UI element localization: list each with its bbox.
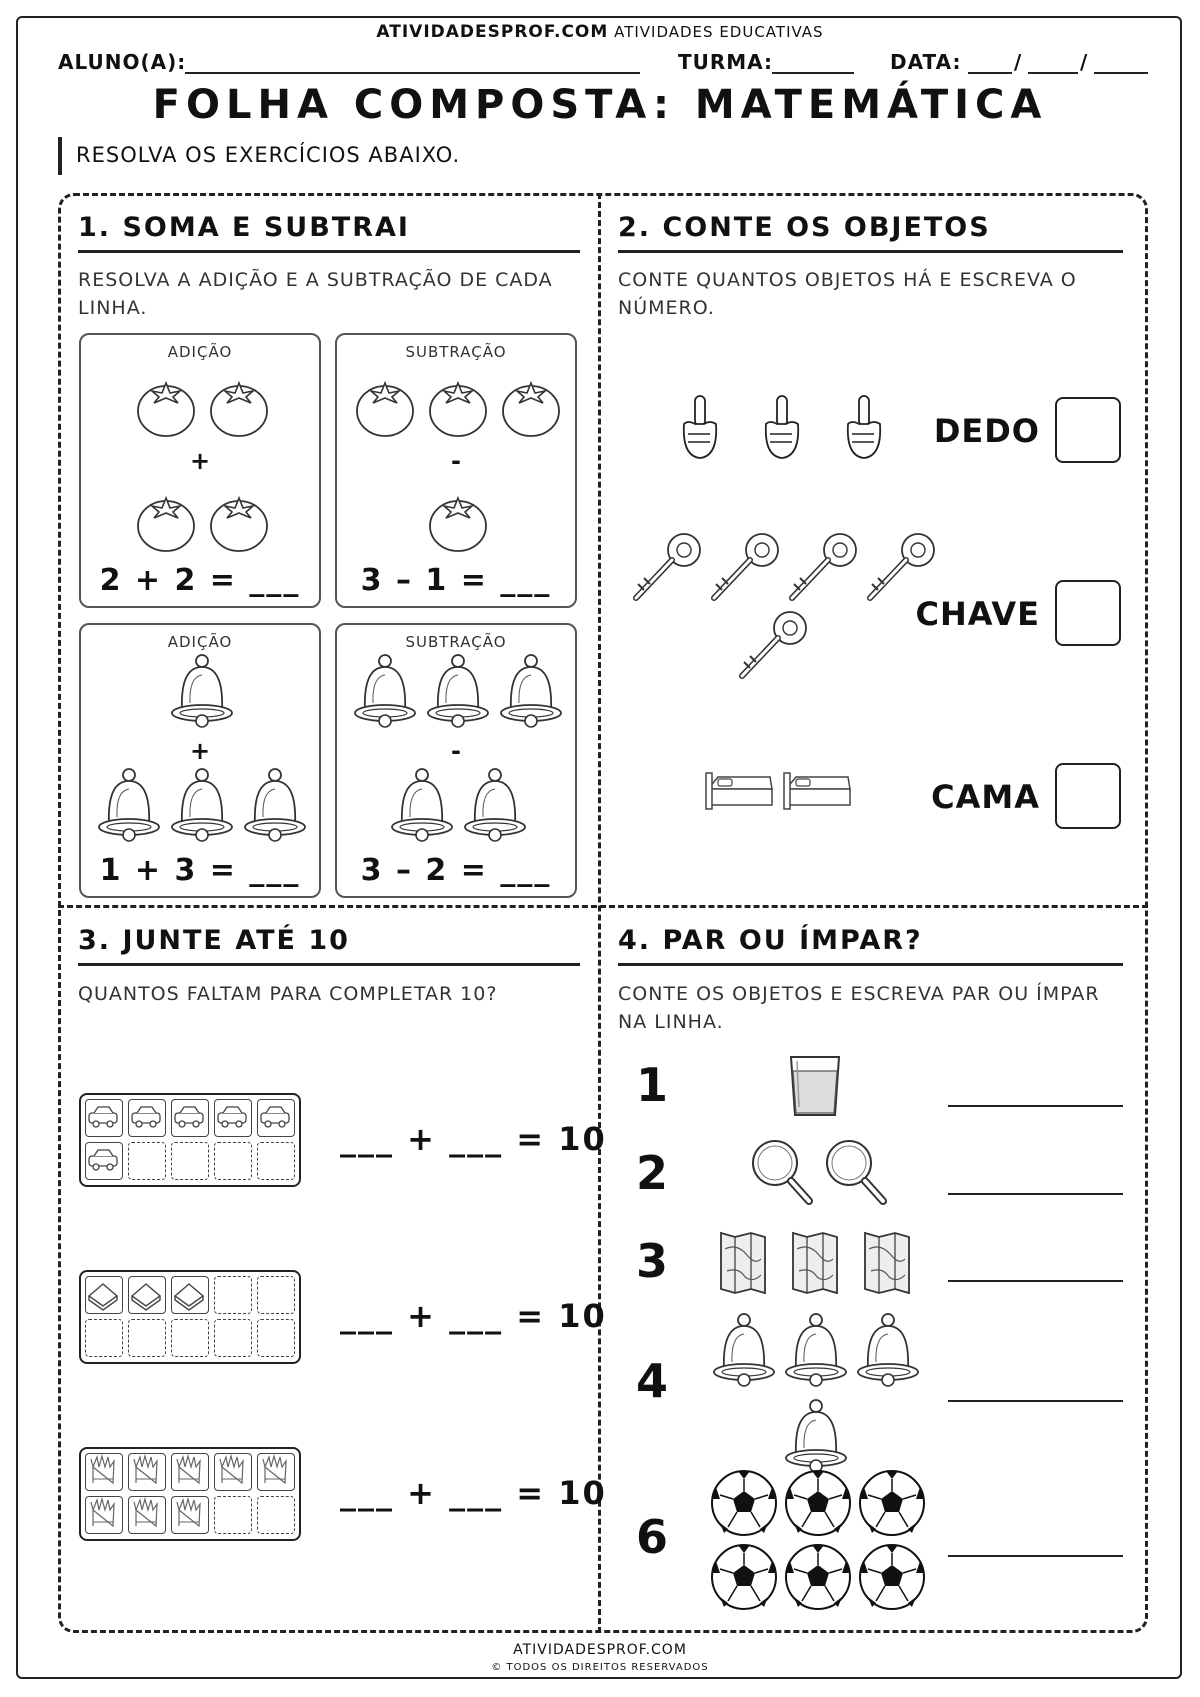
ten-frame-cell [214,1496,252,1534]
ten-frame-cell [171,1319,209,1357]
page-title: FOLHA COMPOSTA: MATEMÁTICA [152,82,1048,128]
card-label: SUBTRAÇÃO [405,633,507,651]
instruction: RESOLVA OS EXERCÍCIOS ABAIXO. [76,143,461,167]
ten-frame-cell [171,1453,209,1491]
ten-frame-cell [128,1142,166,1180]
section2-underline [618,250,1123,253]
par-number: 6 [636,1510,669,1564]
ten-frame-cell [128,1099,166,1137]
ten-frame-equation[interactable]: ___ + ___ = 10 [340,1474,607,1512]
par-number: 3 [636,1234,669,1288]
card-equation[interactable]: 1 + 3 = ___ [99,853,301,888]
vertical-divider [598,193,601,1633]
ten-frame-cell [85,1142,123,1180]
ten-frame-cell [128,1276,166,1314]
section4-desc: CONTE OS OBJETOS E ESCREVA PAR OU ÍMPAR NA LINHA. [618,983,1100,1033]
glove-icon [129,1454,165,1490]
ten-frame-books [79,1270,301,1364]
card-operator: + [189,737,211,765]
aluno-field[interactable] [185,72,640,74]
ten-frame-gloves [79,1447,301,1541]
turma-label: TURMA: [678,50,774,74]
chave-answer-box[interactable] [1055,580,1121,646]
ten-frame-cell [214,1099,252,1137]
dedo-label: DEDO [933,412,1040,450]
dedo-answer-box[interactable] [1055,397,1121,463]
site-subtitle: ATIVIDADES EDUCATIVAS [614,23,824,41]
ten-frame-equation[interactable]: ___ + ___ = 10 [340,1297,607,1335]
par-answer-line[interactable] [948,1105,1123,1107]
data-slash-2: / [1080,50,1088,74]
section1-underline [78,250,580,253]
data-label: DATA: [890,50,962,74]
ten-frame-cell [214,1142,252,1180]
ten-frame-cell [171,1276,209,1314]
data-slash-1: / [1014,50,1022,74]
book-icon [129,1277,165,1313]
glass-icon [780,1050,850,1120]
cama-answer-box[interactable] [1055,763,1121,829]
ten-frame-cell [85,1099,123,1137]
par-number: 1 [636,1058,669,1112]
car-icon [215,1100,251,1136]
ten-frame-cell [171,1496,209,1534]
ten-frame-equation[interactable]: ___ + ___ = 10 [340,1120,607,1158]
footer-rights: © TODOS OS DIREITOS RESERVADOS [491,1662,709,1673]
cama-label: CAMA [931,778,1040,816]
car-icon [258,1100,294,1136]
card-equation[interactable]: 2 + 2 = ___ [99,563,301,598]
ten-frame-cell [171,1099,209,1137]
magnifier-icon [745,1135,895,1215]
card-addition-tomato [79,333,321,608]
bed-icon [700,770,870,820]
card-subtraction-tomato [335,333,577,608]
ten-frame-cell [257,1276,295,1314]
ten-frame-cell [257,1142,295,1180]
ten-frame-cell [128,1453,166,1491]
par-number: 2 [636,1146,669,1200]
data-day-field[interactable] [968,72,1012,74]
glove-icon [172,1497,208,1533]
card-addition-bell [79,623,321,898]
par-answer-line[interactable] [948,1280,1123,1282]
ten-frame-cell [128,1496,166,1534]
section2-title: 2. CONTE OS OBJETOS [618,212,991,243]
ten-frame-cars [79,1093,301,1187]
glove-icon [172,1454,208,1490]
ten-frame-cell [214,1319,252,1357]
ten-frame-cell [85,1496,123,1534]
ten-frame-cell [257,1099,295,1137]
car-icon [172,1100,208,1136]
section4-title: 4. PAR OU ÍMPAR? [618,925,923,956]
bell-icon [710,1308,920,1483]
data-year-field[interactable] [1094,72,1148,74]
ten-frame-cell [214,1453,252,1491]
footer-site: ATIVIDADESPROF.COM [513,1642,687,1658]
ten-frame-cell [171,1142,209,1180]
section3-desc: QUANTOS FALTAM PARA COMPLETAR 10? [78,983,498,1005]
car-icon [86,1100,122,1136]
par-answer-line[interactable] [948,1555,1123,1557]
glove-icon [129,1497,165,1533]
car-icon [86,1143,122,1179]
book-icon [172,1277,208,1313]
ten-frame-cell [85,1319,123,1357]
section1-desc: RESOLVA A ADIÇÃO E A SUBTRAÇÃO DE CADA LINHA. [78,269,553,319]
ten-frame-cell [257,1496,295,1534]
ten-frame-cell [257,1453,295,1491]
par-number: 4 [636,1354,669,1408]
section4-underline [618,963,1123,966]
ten-frame-cell [257,1319,295,1357]
map-icon [715,1228,915,1298]
book-icon [86,1277,122,1313]
data-month-field[interactable] [1028,72,1078,74]
section3-underline [78,963,580,966]
key-icon [620,530,940,690]
glove-icon [215,1454,251,1490]
glove-icon [86,1497,122,1533]
card-equation[interactable]: 3 – 1 = ___ [360,563,552,598]
car-icon [129,1100,165,1136]
par-answer-line[interactable] [948,1193,1123,1195]
ten-frame-cell [214,1276,252,1314]
glove-icon [86,1454,122,1490]
section2-desc: CONTE QUANTOS OBJETOS HÁ E ESCREVA O NÚMERO. [618,269,1077,319]
turma-field[interactable] [772,72,854,74]
finger-icon [660,385,910,475]
glove-icon [258,1454,294,1490]
section1-title: 1. SOMA E SUBTRAI [78,212,410,243]
ten-frame-cell [85,1453,123,1491]
chave-label: CHAVE [915,595,1040,633]
par-answer-line[interactable] [948,1400,1123,1402]
ten-frame-cell [128,1319,166,1357]
site-name: ATIVIDADESPROF.COM [376,22,609,42]
card-label: ADIÇÃO [167,343,233,361]
instruction-bar [58,137,62,175]
site-header [0,22,1200,42]
card-equation[interactable]: 3 – 2 = ___ [360,853,552,888]
ten-frame-cell [85,1276,123,1314]
soccer-ball-icon [708,1465,928,1615]
card-operator: + [189,447,211,475]
card-operator: - [451,447,461,475]
card-subtraction-bell [335,623,577,898]
card-operator: - [451,737,461,765]
section3-title: 3. JUNTE ATÉ 10 [78,925,350,956]
card-label: ADIÇÃO [167,633,233,651]
aluno-label: ALUNO(A): [58,50,187,74]
horizontal-divider [58,905,1148,908]
card-label: SUBTRAÇÃO [405,343,507,361]
